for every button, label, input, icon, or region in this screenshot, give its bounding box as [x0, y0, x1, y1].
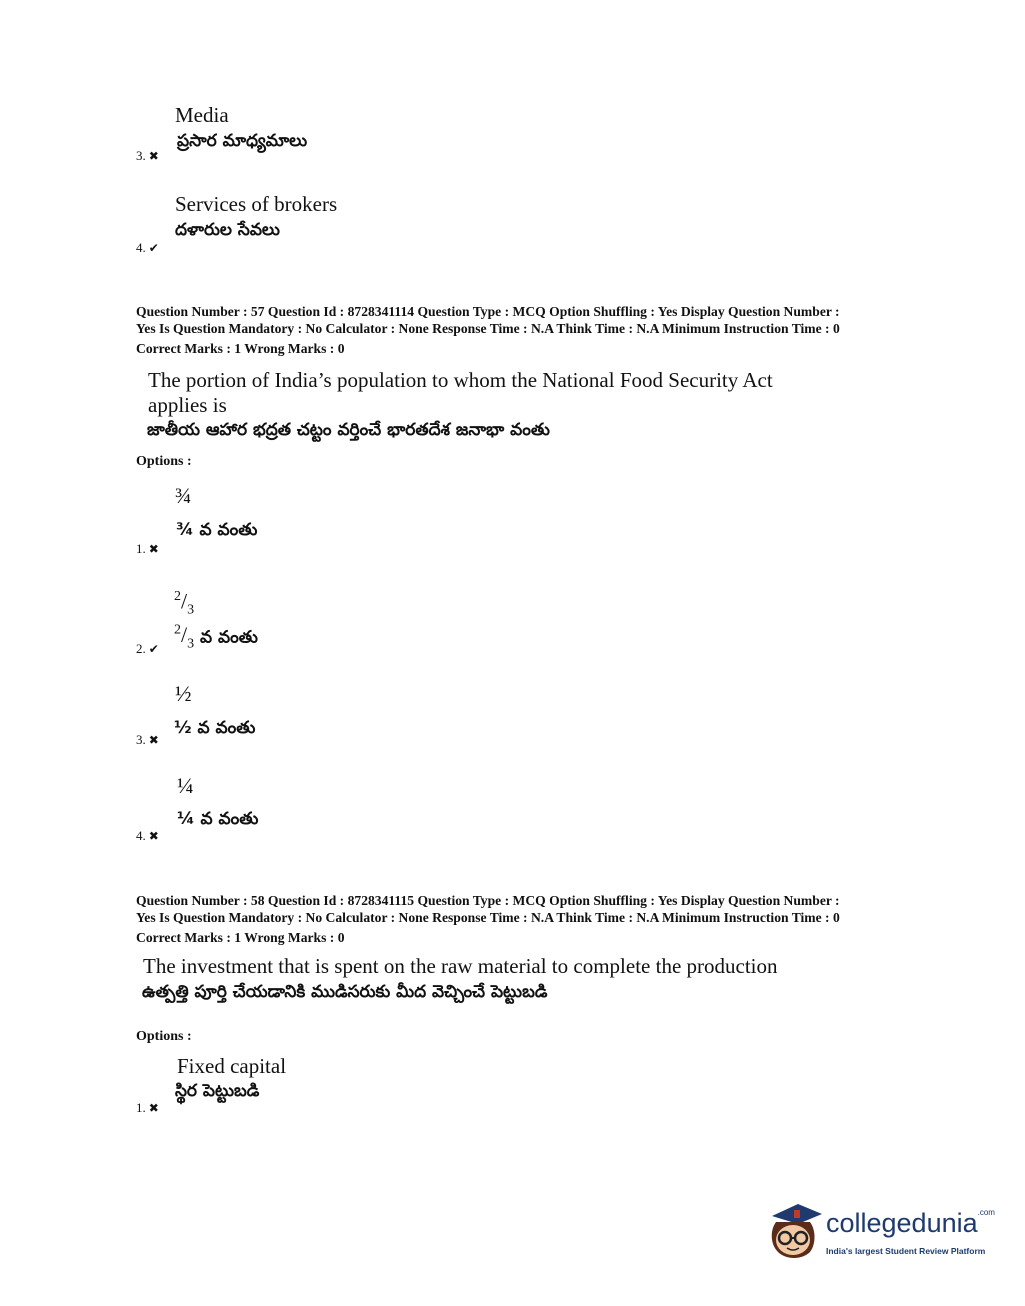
q57-options-label: Options :: [136, 454, 192, 469]
q57-option-1-number: 1. ✖: [136, 541, 159, 556]
logo-tagline: India's largest Student Review Platform: [826, 1246, 986, 1256]
q57-question-en-line2: applies is: [148, 393, 227, 417]
option-3-text-te: ప్రసార మాధ్యమాలు: [177, 131, 308, 151]
option-4-text-te: దళారుల సేవలు: [175, 220, 280, 240]
q58-meta-line3: Correct Marks : 1 Wrong Marks : 0: [136, 930, 345, 945]
q57-option-2-en: $^2/_3$: [174, 588, 195, 618]
q57-meta-line1: Question Number : 57 Question Id : 8728341114 Question Type : MCQ Option Shuffling : Yes Display Question Number :: [136, 304, 840, 319]
q58-option-1-en: Fixed capital: [177, 1054, 287, 1078]
q57-question-te: జాతీయ ఆహార భద్రత చట్టం వర్తించే భారతదేశ జనాభా వంతు: [147, 420, 550, 440]
q58-option-1-te: స్థిర పెట్టుబడి: [175, 1081, 260, 1101]
q57-option-3-te: ½ వ వంతు: [174, 718, 256, 738]
logo-name: collegedunia$^{.com}$: [826, 1208, 995, 1238]
q58-meta-line2: Yes Is Question Mandatory : No Calculator : None Response Time : N.A Think Time : N.A Minimum Instruction Time : 0: [136, 910, 840, 925]
q57-question-en-line1: The portion of India’s population to whom the National Food Security Act: [148, 368, 773, 392]
q57-option-3-number: 3. ✖: [136, 732, 159, 747]
q57-meta-line3: Correct Marks : 1 Wrong Marks : 0: [136, 341, 345, 356]
correct-mark-icon: ✔: [148, 241, 159, 255]
q58-question-en: The investment that is spent on the raw material to complete the production: [143, 954, 778, 978]
option-3-text-en: Media: [175, 103, 229, 127]
wrong-mark-icon: ✖: [148, 733, 159, 747]
wrong-mark-icon: ✖: [148, 149, 159, 163]
q57-option-4-en: ¼: [177, 773, 194, 798]
q57-meta-line2: Yes Is Question Mandatory : No Calculator : None Response Time : N.A Think Time : N.A Minimum Instruction Time : 0: [136, 321, 840, 336]
option-4-number: 4. ✔: [136, 240, 159, 255]
q57-option-4-te: ¼ వ వంతు: [177, 809, 259, 829]
wrong-mark-icon: ✖: [148, 542, 159, 556]
q58-question-te: ఉత్పత్తి పూర్తి చేయడానికి ముడిసరుకు మీద వెచ్చించే పెట్టుబడి: [142, 982, 548, 1002]
q58-meta-line1: Question Number : 58 Question Id : 8728341115 Question Type : MCQ Option Shuffling : Yes Display Question Number :: [136, 893, 840, 908]
q57-option-4-number: 4. ✖: [136, 828, 159, 843]
q57-option-2-number: 2. ✔: [136, 641, 159, 656]
wrong-mark-icon: ✖: [148, 1101, 159, 1115]
wrong-mark-icon: ✖: [148, 829, 159, 843]
option-4-text-en: Services of brokers: [175, 192, 338, 216]
q57-option-2-te: $^2/_3$ వ వంతు: [174, 622, 258, 652]
correct-mark-icon: ✔: [148, 642, 159, 656]
q57-option-3-en: ½: [175, 681, 192, 706]
q57-option-1-en: ¾: [175, 483, 192, 508]
q58-options-label: Options :: [136, 1029, 192, 1044]
q58-option-1-number: 1. ✖: [136, 1100, 159, 1115]
mascot-icon: [768, 1200, 824, 1262]
option-3-number: 3. ✖: [136, 148, 159, 163]
q57-option-1-te: ¾ వ వంతు: [176, 520, 258, 540]
collegedunia-logo: [768, 1200, 998, 1270]
